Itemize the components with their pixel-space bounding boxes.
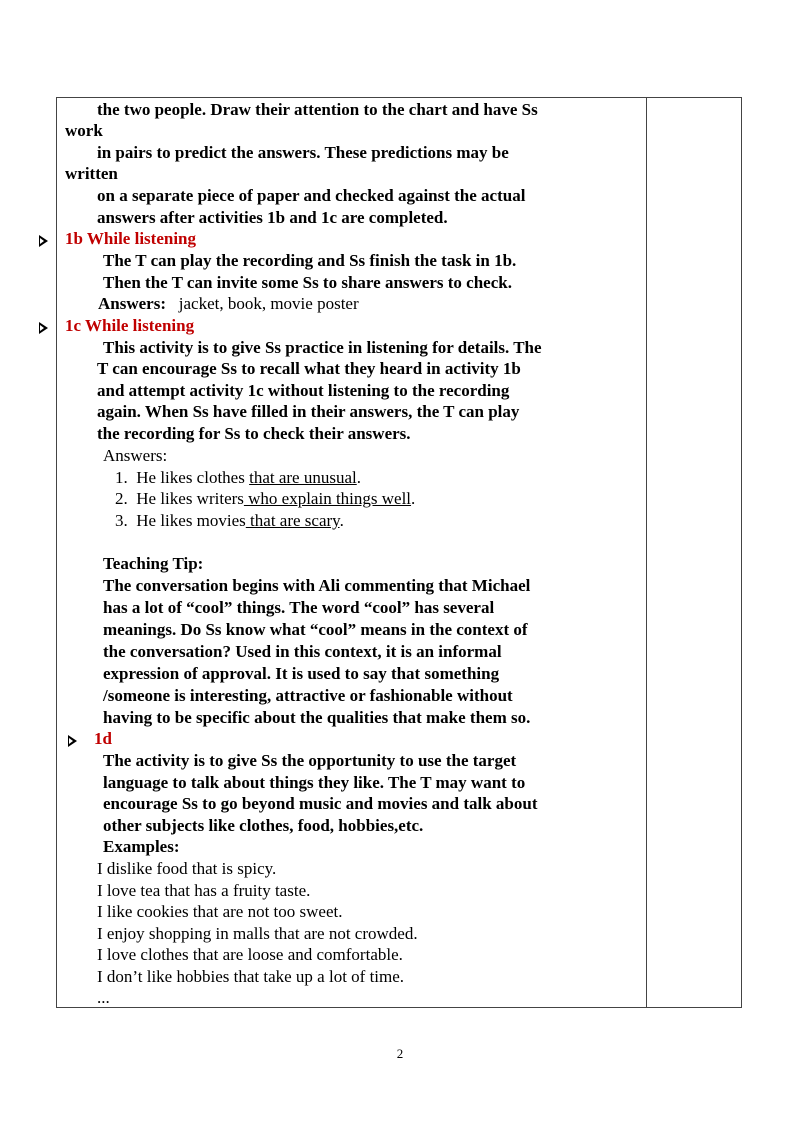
text-line: answers after activities 1b and 1c are completed. [97,208,448,227]
example-line: I love tea that has a fruity taste. [97,881,311,900]
text-line: The conversation begins with Ali commenting that Michael [103,576,531,595]
example-line: I don’t like hobbies that take up a lot of time. [97,967,405,986]
page-number: 2 [396,1046,404,1061]
answer-underlined: that are scary [245,511,340,530]
section-heading-1b: 1b While listening [65,229,196,248]
text-line: and attempt activity 1c without listening to the recording [97,381,510,400]
answers-label: Answers: [103,446,168,465]
section-heading-1c: 1c While listening [65,316,195,335]
answer-suffix: . [411,489,416,508]
example-line: I enjoy shopping in malls that are not crowded. [97,924,418,943]
answer-number: 2. [115,489,128,508]
text-line: on a separate piece of paper and checked against the actual [97,186,526,205]
text-line: other subjects like clothes, food, hobbies,etc. [103,816,424,835]
arrow-bullet-icon [39,322,48,334]
answer-text: He likes clothes [136,468,250,487]
text-line: the recording for Ss to check their answers. [97,424,411,443]
answer-item [115,468,361,488]
text-line: the two people. Draw their attention to the chart and have Ss [97,100,538,119]
examples-label: Examples: [103,837,180,856]
column-divider [646,98,647,1007]
text-line: has a lot of “cool” things. The word “cool” has several [103,598,495,617]
text-line: work [65,121,103,140]
example-line: ... [97,988,110,1007]
text-line: Then the T can invite some Ss to share answers to check. [103,273,512,292]
answer-item [115,489,415,509]
text-line: /someone is interesting, attractive or fashionable without [103,686,513,705]
text-line: This activity is to give Ss practice in listening for details. The [103,338,542,357]
section-heading-1d: 1d [94,729,112,748]
answers-text: jacket, book, movie poster [178,294,359,313]
answers-line-1b [98,294,359,314]
text-line: T can encourage Ss to recall what they heard in activity 1b [97,359,521,378]
text-line: having to be specific about the qualities that make them so. [103,708,531,727]
text-line: meanings. Do Ss know what “cool” means in the context of [103,620,528,639]
arrow-bullet-icon [68,735,77,747]
text-line: the conversation? Used in this context, it is an informal [103,642,502,661]
text-line: encourage Ss to go beyond music and movies and talk about [103,794,538,813]
text-line: in pairs to predict the answers. These predictions may be [97,143,509,162]
answer-suffix: . [339,511,344,530]
text-line: again. When Ss have filled in their answers, the T can play [97,402,520,421]
answer-number: 3. [115,511,128,530]
answers-label: Answers: [98,294,166,313]
example-line: I like cookies that are not too sweet. [97,902,343,921]
arrow-bullet-icon [39,235,48,247]
answer-underlined: that are unusual [249,468,357,487]
text-line: written [65,164,118,183]
answer-text: He likes writers [136,489,244,508]
text-line: expression of approval. It is used to say that something [103,664,500,683]
answer-number: 1. [115,468,128,487]
teaching-tip-label: Teaching Tip: [103,554,204,573]
lesson-plan-table [56,97,742,1008]
text-line: language to talk about things they like. The T may want to [103,773,526,792]
text-line: The activity is to give Ss the opportunity to use the target [103,751,517,770]
example-line: I dislike food that is spicy. [97,859,277,878]
text-line: The T can play the recording and Ss finish the task in 1b. [103,251,517,270]
answer-suffix: . [356,468,361,487]
answer-item [115,511,344,531]
example-line: I love clothes that are loose and comfortable. [97,945,403,964]
answer-text: He likes movies [136,511,246,530]
answer-underlined: who explain things well [243,489,412,508]
